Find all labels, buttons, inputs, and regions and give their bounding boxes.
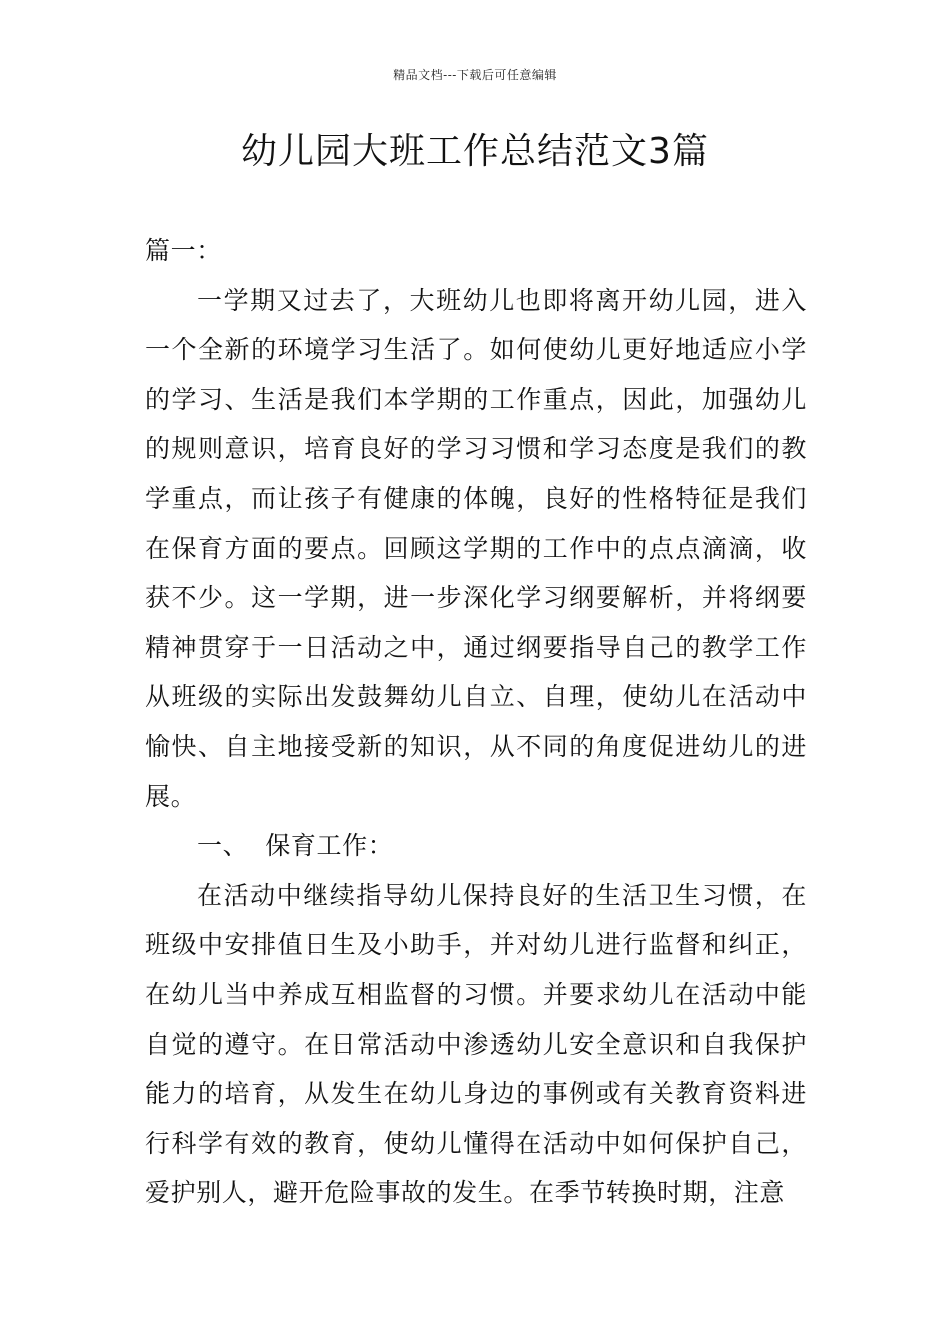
section-heading-care: 一、 保育工作： — [197, 831, 394, 861]
document-body — [145, 226, 807, 1218]
paragraph-intro: 一学期又过去了，大班幼儿也即将离开幼儿园，进入一个全新的环境学习生活了。如何使幼儿更好地适应小学的学习、生活是我们本学期的工作重点，因此，加强幼儿的规则意识，培育良好的学习习惯和学习态度是我们的教学重点，而让孩子有健康的体魄，良好的性格特征是我们在保育方面的要点。回顾这学期的工作中的点点滴滴，收获不少。这一学期，进一步深化学习纲要解析，并将纲要精神贯穿于一日活动之中，通过纲要指导自己的教学工作从班级的实际出发鼓舞幼儿自立、自理，使幼儿在活动中愉快、自主地接受新的知识，从不同的角度促进幼儿的进展。 — [145, 285, 807, 811]
header-note: 精品文档---下载后可任意编辑 — [393, 68, 557, 82]
paragraph-care: 在活动中继续指导幼儿保持良好的生活卫生习惯，在班级中安排值日生及小助手，并对幼儿进行监督和纠正，在幼儿当中养成互相监督的习惯。并要求幼儿在活动中能自觉的遵守。在日常活动中渗透幼儿安全意识和自我保护能力的培育，从发生在幼儿身边的事例或有关教育资料进行科学有效的教育，使幼儿懂得在活动中如何保护自己，爱护别人，避开危险事故的发生。在季节转换时期，注意 — [145, 880, 807, 1208]
part-label: 篇一： — [145, 236, 222, 265]
document-title: 幼儿园大班工作总结范文3篇 — [241, 131, 709, 172]
